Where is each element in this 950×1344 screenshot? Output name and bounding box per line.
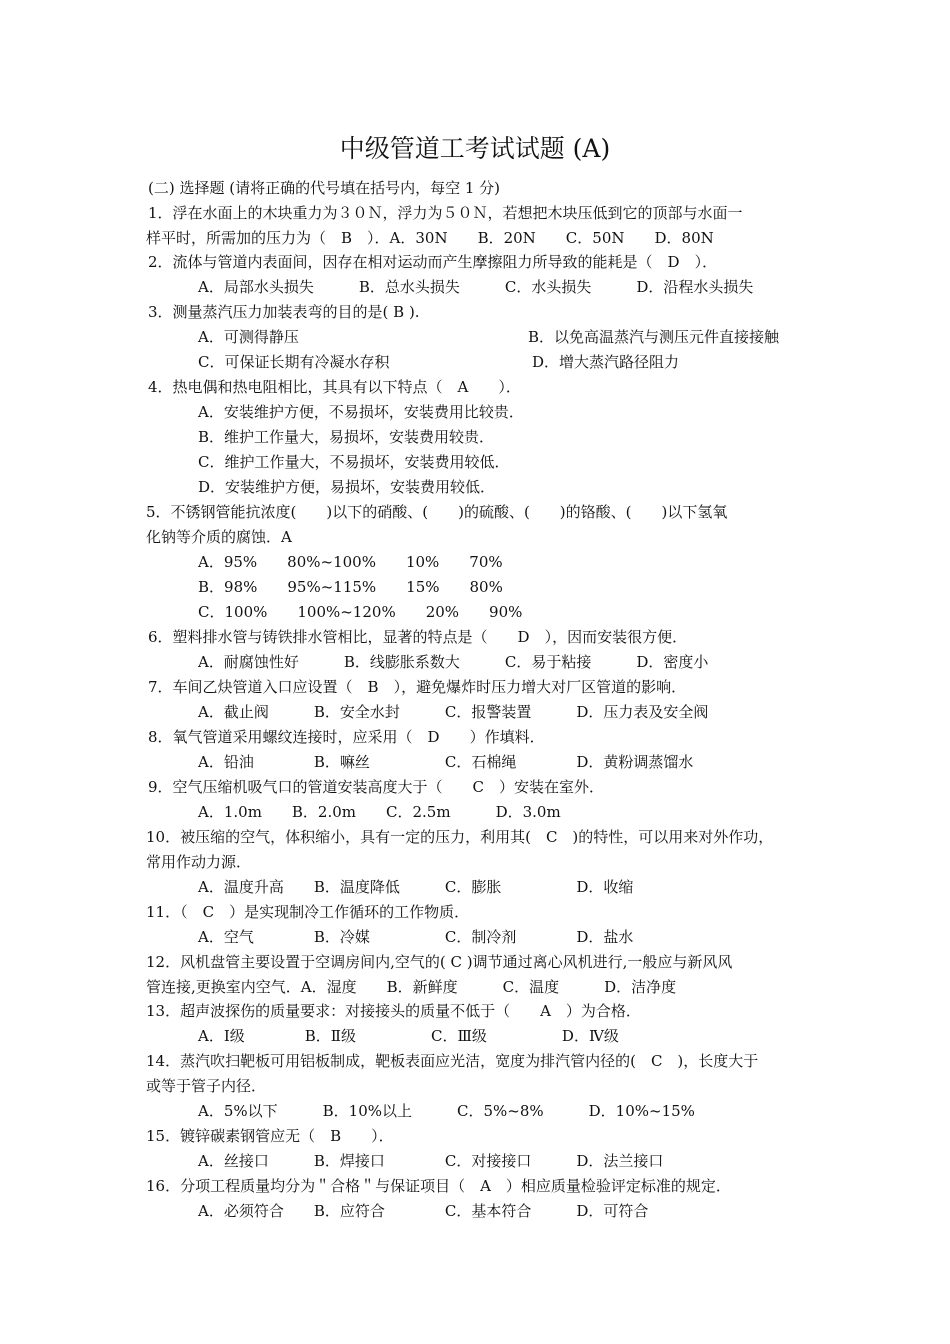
text-line: C．维护工作量大，不易损坏，安装费用较低．: [198, 453, 510, 471]
text-line: A．截止阀 B．安全水封 C．报警装置 D．压力表及安全阀: [198, 703, 709, 721]
text-line: A．安装维护方便，不易损坏，安装费用比较贵．: [198, 403, 524, 421]
text-line: A．可测得静压: [198, 328, 299, 346]
text-line: 8．氧气管道采用螺纹连接时，应采用（ D ）作填料．: [148, 728, 545, 746]
text-line: A．铅油 B．嘛丝 C．石棉绳 D．黄粉调蒸馏水: [198, 753, 694, 771]
text-line: A．95% 80%~100% 10% 70%: [198, 553, 503, 571]
text-line: 14．蒸汽吹扫靶板可用铝板制成，靶板表面应光洁，宽度为排汽管内径的( C )，长度大于: [146, 1052, 759, 1070]
text-line: D．安装维护方便，易损坏，安装费用较低．: [198, 478, 496, 496]
text-line: 样平时，所需加的压力为（ B ）．A．30N B．20N C．50N D．80N: [146, 229, 714, 247]
text-line: 管连接,更换室内空气．A．湿度 B．新鲜度 C．温度 D．洁净度: [146, 978, 677, 996]
text-line: 1．浮在水面上的木块重力为３０Ｎ，浮力为５０Ｎ，若想把木块压低到它的顶部与水面一: [148, 204, 743, 222]
text-line: B．98% 95%~115% 15% 80%: [198, 578, 503, 596]
text-line: 或等于管子内径．: [146, 1077, 267, 1095]
text-line: 9．空气压缩机吸气口的管道安装高度大于（ C ）安装在室外．: [148, 778, 605, 796]
text-line: A．温度升高 B．温度降低 C．膨胀 D．收缩: [198, 878, 634, 896]
text-line: A．必须符合 B．应符合 C．基本符合 D．可符合: [198, 1202, 649, 1220]
text-line: B．维护工作量大，易损坏，安装费用较贵．: [198, 428, 495, 446]
text-line: C．可保证长期有冷凝水存积: [198, 353, 390, 371]
text-line: 7．车间乙炔管道入口应设置（ B ），避免爆炸时压力增大对厂区管道的影响．: [148, 678, 687, 696]
text-line: 11．（ C ）是实现制冷工作循环的工作物质．: [146, 903, 470, 921]
text-line: 6．塑料排水管与铸铁排水管相比，显著的特点是（ D ），因而安装很方便．: [148, 628, 688, 646]
text-line: 化钠等介质的腐蚀．A: [146, 528, 292, 546]
text-line: A．空气 B．冷媒 C．制冷剂 D．盐水: [198, 928, 634, 946]
text-line: 16．分项工程质量均分为＂合格＂与保证项目（ A ）相应质量检验评定标准的规定．: [146, 1177, 731, 1195]
page-title: 中级管道工考试试题 (A): [339, 134, 611, 163]
text-line: A．1.0m B．2.0m C．2.5m D．3.0m: [198, 803, 561, 821]
text-line: A．丝接口 B．焊接口 C．对接接口 D．法兰接口: [198, 1152, 664, 1170]
text-line: A．5%以下 B．10%以上 C．5%~8% D．10%~15%: [198, 1102, 695, 1120]
text-line: 2．流体与管道内表面间，因存在相对运动而产生摩擦阻力所导致的能耗是（ D ）．: [148, 253, 718, 271]
text-line: B．以免高温蒸汽与测压元件直接接触: [528, 328, 780, 346]
text-line: A．Ⅰ级 B．Ⅱ级 C．Ⅲ级 D．Ⅳ级: [198, 1027, 619, 1045]
text-line: 3．测量蒸汽压力加装表弯的目的是( B ).: [148, 303, 420, 321]
text-line: 12．风机盘管主要设置于空调房间内,空气的( C )调节通过离心风机进行,一般应与新风风: [146, 953, 733, 971]
text-line: A．耐腐蚀性好 B．线膨胀系数大 C．易于粘接 D．密度小: [198, 653, 709, 671]
text-line: 常用作动力源．: [146, 853, 252, 871]
text-line: D．增大蒸汽路径阻力: [532, 353, 680, 371]
text-line: 13．超声波探伤的质量要求：对接接头的质量不低于（ A ）为合格．: [146, 1002, 641, 1020]
text-line: A．局部水头损失 B．总水头损失 C．水头损失 D．沿程水头损失: [198, 278, 754, 296]
text-line: C．100% 100%~120% 20% 90%: [198, 603, 523, 621]
text-line: 15．镀锌碳素钢管应无（ B ）．: [146, 1127, 394, 1145]
text-line: (二) 选择题 (请将正确的代号填在括号内，每空 1 分): [148, 179, 501, 197]
text-line: 4．热电偶和热电阻相比，其具有以下特点（ A ）．: [148, 378, 521, 396]
text-line: 10．被压缩的空气，体积缩小，具有一定的压力，利用其( C )的特性，可以用来对外作功，: [146, 828, 774, 846]
text-line: 5．不锈钢管能抗浓度( )以下的硝酸、( )的硫酸、( )的铬酸、( )以下氢氧: [146, 503, 728, 521]
